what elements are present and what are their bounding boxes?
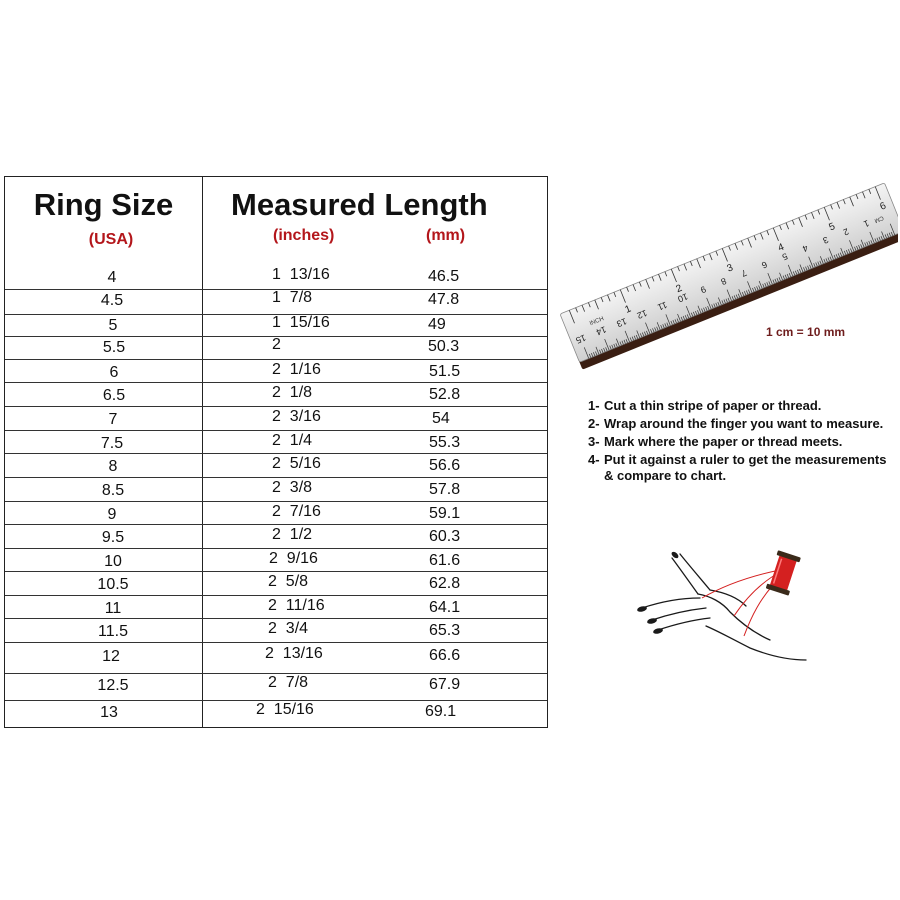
ruler-cm-label: CM	[873, 214, 885, 224]
inches-cell: 2 1/8	[272, 384, 313, 401]
inches-cell: 1 15/16	[272, 314, 330, 331]
ruler-cm-number: 2	[841, 226, 851, 238]
row-divider	[5, 548, 547, 549]
ruler-inch-label: INCH	[588, 316, 605, 328]
row-divider	[5, 382, 547, 383]
ruler-inch-number: 6	[878, 200, 888, 213]
inches-cell: 2 15/16	[256, 701, 314, 718]
hand-illustration	[630, 536, 830, 686]
mm-cell: 59.1	[429, 505, 461, 522]
header-ring-size: Ring Size	[33, 187, 174, 222]
header-measured-length: Measured Length	[231, 187, 488, 222]
mm-cell: 66.6	[429, 647, 461, 664]
inches-cell: 2	[272, 336, 281, 353]
inches-cell: 1 13/16	[272, 266, 330, 283]
row-divider	[5, 477, 547, 478]
inches-cell: 2 1/16	[272, 361, 321, 378]
ruler-cm-number: 7	[739, 267, 749, 279]
instruction-step	[588, 416, 888, 432]
inches-cell: 2 1/4	[272, 432, 313, 449]
mm-cell: 51.5	[429, 363, 461, 380]
inches-cell: 2 3/16	[272, 408, 321, 425]
row-divider	[5, 642, 547, 643]
row-divider	[5, 595, 547, 596]
ruler-inch-number: 4	[776, 241, 786, 254]
instruction-step	[588, 452, 888, 484]
instruction-step	[588, 434, 888, 450]
ruler-illustration	[552, 160, 898, 378]
mm-cell: 50.3	[428, 338, 460, 355]
column-divider	[202, 177, 203, 727]
mm-cell: 47.8	[428, 291, 460, 308]
mm-cell: 61.6	[429, 552, 461, 569]
row-divider	[5, 571, 547, 572]
ruler-cm-number: 8	[719, 275, 728, 287]
header-ring-size-unit: (USA)	[88, 231, 134, 248]
ruler-cm-number: 6	[760, 259, 769, 271]
ruler-icon	[552, 160, 898, 378]
mm-cell: 46.5	[428, 268, 460, 285]
ruler-inch-number: 2	[674, 282, 684, 296]
ruler-cm-number: 13	[615, 316, 629, 330]
row-divider	[5, 524, 547, 525]
row-divider	[5, 430, 547, 431]
inches-cell: 2 7/8	[268, 674, 309, 691]
ruler-cm-number: 4	[801, 242, 810, 254]
mm-cell: 62.8	[429, 575, 461, 592]
step-text: Cut a thin stripe of paper or thread.	[604, 398, 822, 413]
ruler-cm-number: 11	[656, 299, 669, 313]
row-divider	[5, 618, 547, 619]
step-text: Wrap around the finger you want to measure.	[604, 416, 884, 431]
mm-cell: 54	[432, 410, 450, 427]
mm-cell: 52.8	[429, 386, 461, 403]
inches-cell: 2 13/16	[265, 645, 323, 662]
inches-cell: 2 1/2	[272, 526, 313, 543]
ruler-inch-number: 1	[623, 303, 633, 316]
step-number: 4-	[588, 452, 600, 467]
inches-cell: 2 9/16	[269, 550, 318, 567]
mm-cell: 57.8	[429, 481, 461, 498]
ruler-cm-number: 15	[574, 332, 588, 346]
ruler-inch-number: 3	[725, 262, 735, 275]
inches-cell: 2 5/8	[268, 573, 309, 590]
ruler-inch-number: 5	[827, 221, 837, 234]
ruler-cm-number: 10	[676, 291, 690, 305]
ruler-cm-number: 1	[862, 218, 871, 230]
inches-cell: 2 3/4	[268, 620, 309, 637]
inches-cell: 2 5/16	[272, 455, 321, 472]
mm-cell: 49	[428, 316, 446, 333]
ruler-cm-number: 12	[635, 307, 649, 321]
hand-with-thread-spool-icon	[630, 536, 830, 686]
mm-cell: 64.1	[429, 599, 461, 616]
step-text: Put it against a ruler to get the measurements & compare to chart.	[604, 452, 887, 483]
ruler-cm-number: 3	[821, 234, 830, 246]
mm-cell: 69.1	[425, 703, 457, 720]
ring-size-table: Ring Size (USA) Measured Length (inches) (mm) 4 1 13/16 46.5 4.5 1 7/8 47.8 5 1 15/16 49 5.5 2 50.3 6 2 1/16 51.5 6.5 2 1/8 52.8 7 2 3/16 54 7.5 2 1/4 55.3 8 2 5/16 56.6 8.5 2 3/8 57.8 9 2 7/16 59.1 9.5 2 1/2 60.3 10 2 9/16 61.6 10.5 2 5/8 62.8 11 2 11/16 64.1 11.5 2 3/4 65.3 12 2 13/16 66.6 12.5 2 7/8 67.9 13 2 15/16 69.1	[4, 176, 548, 728]
step-number: 3-	[588, 434, 600, 449]
cm-mm-note: 1 cm = 10 mm	[766, 325, 846, 339]
step-number: 1-	[588, 398, 600, 413]
ruler-cm-number: 5	[780, 251, 790, 263]
inches-cell: 2 11/16	[268, 597, 325, 614]
ruler-cm-number: 9	[699, 283, 708, 296]
row-divider	[5, 406, 547, 407]
row-divider	[5, 359, 547, 360]
ruler-cm-number: 14	[594, 324, 608, 338]
mm-cell: 65.3	[429, 622, 461, 639]
inches-cell: 2 7/16	[272, 503, 321, 520]
row-divider	[5, 453, 547, 454]
header-mm-unit: (mm)	[426, 227, 466, 244]
mm-cell: 55.3	[429, 434, 461, 451]
measuring-instructions	[588, 398, 888, 486]
mm-cell: 60.3	[429, 528, 461, 545]
mm-cell: 56.6	[429, 457, 461, 474]
instruction-step	[588, 398, 888, 414]
step-text: Mark where the paper or thread meets.	[604, 434, 843, 449]
mm-cell: 67.9	[429, 676, 461, 693]
step-number: 2-	[588, 416, 600, 431]
inches-cell: 1 7/8	[272, 289, 313, 306]
inches-cell: 2 3/8	[272, 479, 313, 496]
row-divider	[5, 501, 547, 502]
header-inches-unit: (inches)	[273, 227, 335, 244]
